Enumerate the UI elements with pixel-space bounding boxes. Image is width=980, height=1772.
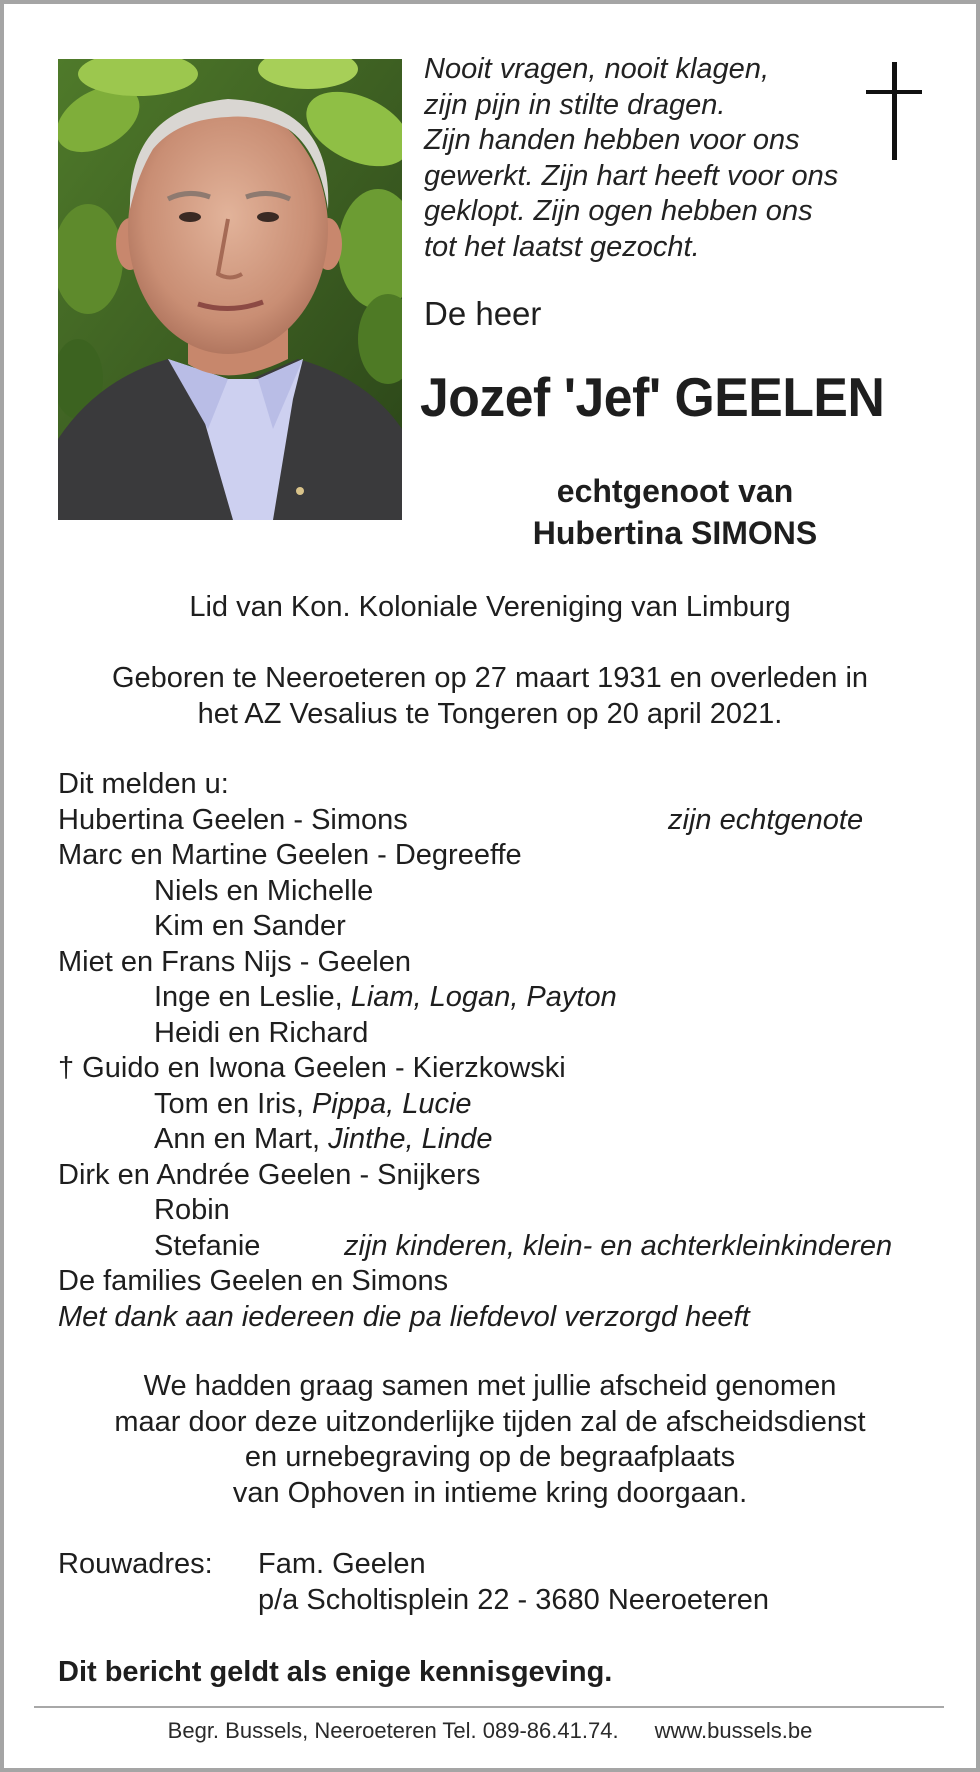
poem-line: gewerkt. Zijn hart heeft voor ons	[424, 159, 839, 192]
salutation: De heer	[424, 295, 542, 332]
spouse-info	[470, 470, 880, 554]
deceased-name: Jozef 'Jef' GEELEN	[420, 366, 885, 428]
spouse-name: Hubertina SIMONS	[532, 515, 818, 551]
address-label: Rouwadres:	[58, 1548, 213, 1580]
family-row: Niels en Michelle	[154, 874, 374, 907]
family-row	[58, 803, 938, 839]
website-link[interactable]: www.bussels.be	[654, 1718, 813, 1743]
grandchildren: Liam, Logan, Payton	[350, 981, 617, 1013]
memorial-poem	[424, 52, 874, 265]
family-row: Marc en Martine Geelen - Degreeffe	[58, 839, 522, 871]
birth-death-dates	[40, 661, 940, 732]
ceremony-line: We hadden graag samen met jullie afscheid genomen	[143, 1370, 837, 1402]
family-intro: Dit melden u:	[58, 768, 229, 800]
grandchildren: Jinthe, Linde	[328, 1123, 493, 1155]
ceremony-line: maar door deze uitzonderlijke tijden zal de afscheidsdienst	[114, 1405, 866, 1438]
address-line: p/a Scholtisplein 22 - 3680 Neeroeteren	[258, 1583, 770, 1616]
family-row	[58, 1087, 938, 1123]
family-list	[58, 767, 938, 1335]
family-row: Dirk en Andrée Geelen - Snijkers	[58, 1158, 481, 1191]
poem-line: Zijn handen hebben voor ons	[424, 124, 800, 156]
portrait-photo	[58, 59, 402, 520]
family-member: Ann en Mart,	[154, 1123, 329, 1155]
cross-icon	[866, 62, 922, 160]
grandchildren: Pippa, Lucie	[311, 1087, 472, 1120]
dates-line: het AZ Vesalius te Tongeren op 20 april 2021.	[197, 697, 783, 730]
family-row: De families Geelen en Simons	[58, 1265, 449, 1297]
notice-line: Dit bericht geldt als enige kennisgeving.	[58, 1656, 613, 1688]
family-member: Hubertina Geelen - Simons	[58, 803, 408, 836]
family-row: Kim en Sander	[154, 910, 346, 942]
family-row: Heidi en Richard	[154, 1016, 369, 1049]
family-row: † Guido en Iwona Geelen - Kierzkowski	[58, 1052, 566, 1084]
family-member: Tom en Iris,	[154, 1087, 312, 1120]
membership-line: Lid van Kon. Koloniale Vereniging van Limburg	[189, 591, 791, 623]
family-row: Miet en Frans Nijs - Geelen	[58, 945, 411, 978]
dates-line: Geboren te Neeroeteren op 27 maart 1931 en overleden in	[111, 662, 869, 694]
relation-note: zijn echtgenote	[668, 803, 864, 836]
relation-note: zijn kinderen, klein- en achterkleinkinderen	[344, 1229, 893, 1262]
ceremony-line: van Ophoven in intieme kring doorgaan.	[232, 1476, 748, 1509]
family-row: Robin	[154, 1194, 230, 1226]
footer-divider	[34, 1706, 944, 1708]
poem-line: Nooit vragen, nooit klagen,	[424, 53, 769, 85]
family-member: Inge en Leslie,	[154, 981, 351, 1013]
thanks-line: Met dank aan iedereen die pa liefdevol verzorgd heeft	[58, 1300, 750, 1333]
ceremony-text	[40, 1369, 940, 1511]
ceremony-line: en urnebegraving op de begraafplaats	[244, 1441, 736, 1473]
footer	[0, 1716, 980, 1746]
family-row	[58, 1229, 938, 1265]
family-member: Stefanie	[154, 1229, 261, 1262]
poem-line: tot het laatst gezocht.	[424, 230, 700, 263]
address-line: Fam. Geelen	[258, 1548, 426, 1580]
poem-line: geklopt. Zijn ogen hebben ons	[424, 195, 813, 227]
poem-line: zijn pijn in stilte dragen.	[424, 88, 726, 121]
family-row	[58, 1122, 938, 1158]
undertaker-info: Begr. Bussels, Neeroeteren Tel. 089-86.41.74.	[167, 1718, 619, 1743]
family-row	[58, 980, 938, 1016]
spouse-relation: echtgenoot van	[556, 473, 794, 509]
